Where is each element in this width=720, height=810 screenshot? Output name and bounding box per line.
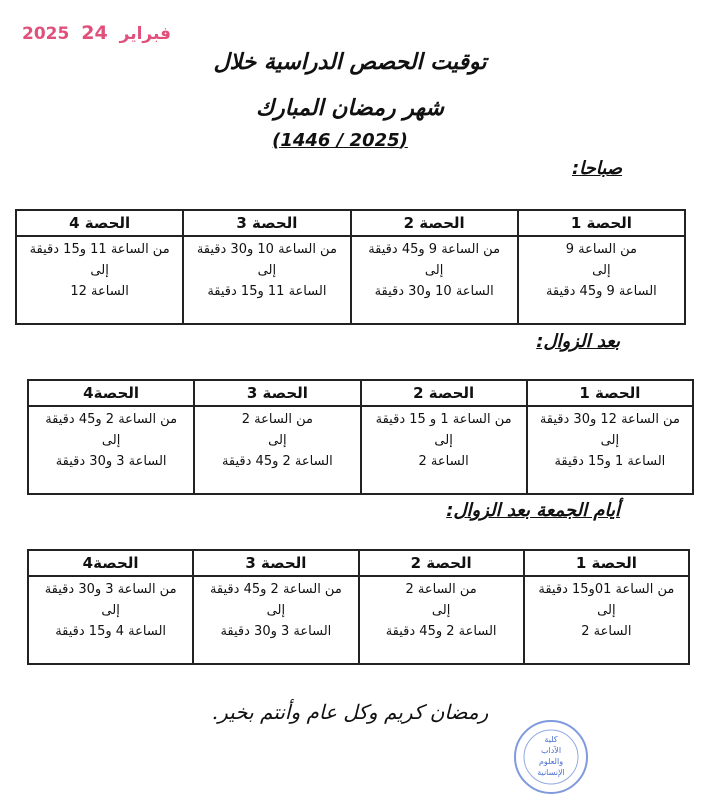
period-to-word: إلى [592,263,611,278]
page-subtitle: شهر رمضان المبارك [255,96,444,121]
page-title: توقيت الحصص الدراسية خلال [213,50,487,75]
seal-text: كلية [544,735,558,744]
period-header: الحصة4 [28,550,193,576]
date-stamp-year: 2025 [22,24,70,44]
period-from: من الساعة 10 و30 دقيقة [196,242,337,257]
seal-text: الإنسانية [537,768,565,777]
period-header: الحصة 2 [351,210,518,236]
section-label-friday: أيام الجمعة بعد الزوال: [446,500,620,521]
period-to-word: إلى [266,603,286,618]
year-label: (2025 / 1446) [272,130,408,151]
period-to: الساعة 2 [418,454,469,469]
period-cell [359,576,524,664]
institution-seal-icon [512,718,590,796]
period-cell [351,236,518,324]
date-stamp [22,22,177,44]
period-cell [183,236,350,324]
period-header: الحصة 3 [193,550,358,576]
period-cell [524,576,689,664]
period-to: الساعة 2 و45 دقيقة [385,624,497,639]
period-header: الحصة 3 [183,210,350,236]
period-header: الحصة 2 [359,550,524,576]
period-to-word: إلى [101,433,121,448]
period-to-word: إلى [600,433,620,448]
period-header: الحصة 3 [194,380,360,406]
period-cell [361,406,527,494]
period-from: من الساعة 2 [405,582,477,597]
period-to: الساعة 1 و15 دقيقة [554,454,666,469]
period-from: من الساعة 1 و 15 دقيقة [375,412,512,427]
period-from: من الساعة 2 و45 دقيقة [45,412,178,427]
period-to-word: إلى [90,263,109,278]
period-from: من الساعة 12 و30 دقيقة [539,412,680,427]
period-to: الساعة 3 و30 دقيقة [55,454,167,469]
period-cell [194,406,360,494]
period-to-word: إلى [101,603,120,618]
period-to-word: إلى [424,263,444,278]
period-to-word: إلى [431,603,451,618]
period-from: من الساعة 9 [565,242,637,257]
period-to: الساعة 10 و30 دقيقة [374,284,494,299]
period-to: الساعة 11 و15 دقيقة [207,284,327,299]
period-cell [518,236,685,324]
period-cell [28,576,193,664]
period-to: الساعة 3 و30 دقيقة [220,624,332,639]
period-to-word: إلى [257,263,277,278]
period-from: من الساعة 2 و45 دقيقة [209,582,342,597]
period-from: من الساعة 3 و30 دقيقة [44,582,177,597]
period-to: الساعة 2 و45 دقيقة [221,454,333,469]
seal-text: والعلوم [538,757,564,766]
period-from: من الساعة 2 [241,412,313,427]
period-from: من الساعة 9 و45 دقيقة [368,242,501,257]
schedule-table-friday [27,549,690,665]
section-label-morning: صباحا: [571,158,622,179]
period-header: الحصة 2 [361,380,527,406]
period-to-word: إلى [434,433,453,448]
period-to: الساعة 4 و15 دقيقة [55,624,167,639]
schedule-table-morning [15,209,686,325]
closing-greeting: رمضان كريم وكل عام وأنتم بخير. [211,700,489,724]
period-to: الساعة 12 [70,284,129,299]
period-header: الحصة4 [28,380,194,406]
period-to-word: إلى [597,603,616,618]
period-header: الحصة 1 [524,550,689,576]
period-to: الساعة 9 و45 دقيقة [545,284,657,299]
period-from: من الساعة 11 و15 دقيقة [29,242,170,257]
period-cell [527,406,693,494]
section-label-afternoon: بعد الزوال: [536,331,620,352]
period-header: الحصة 1 [518,210,685,236]
period-header: الحصة 4 [16,210,183,236]
period-cell [28,406,194,494]
period-to-word: إلى [268,433,287,448]
period-from: من الساعة 01و15 دقيقة [538,582,675,597]
period-cell [16,236,183,324]
seal-text: الآداب [540,746,562,755]
schedule-table-afternoon [27,379,694,495]
period-to: الساعة 2 [581,624,632,639]
date-stamp-day: 24 [81,22,108,44]
period-cell [193,576,358,664]
period-header: الحصة 1 [527,380,693,406]
date-stamp-month: فبراير [119,24,172,44]
